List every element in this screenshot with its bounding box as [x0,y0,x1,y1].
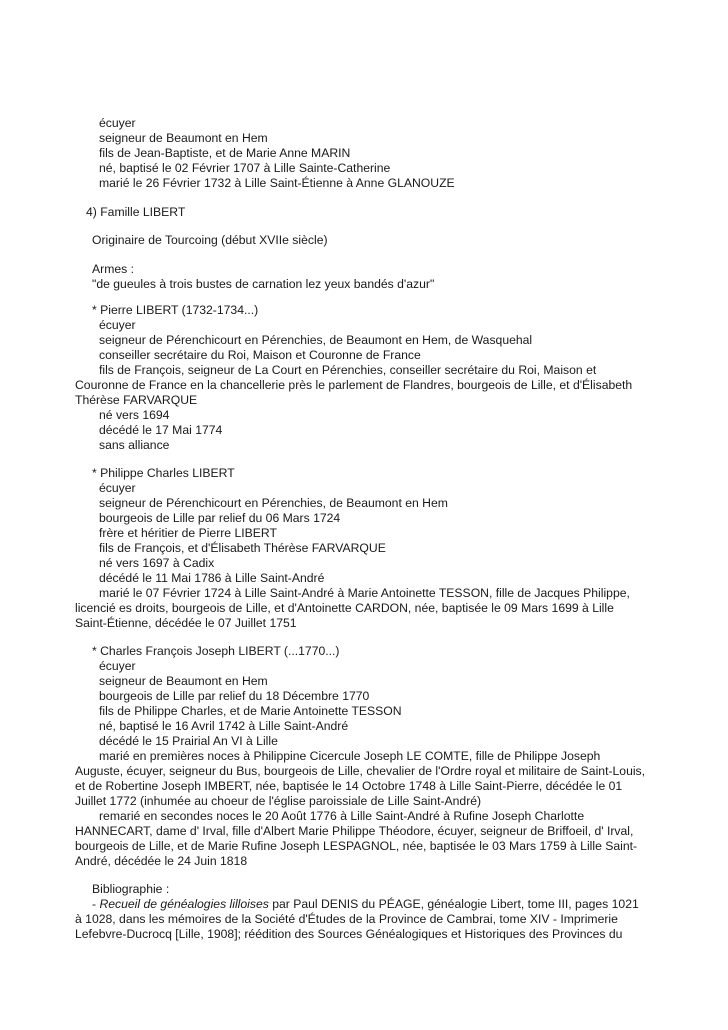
text-line: décédé le 15 Prairial An VI à Lille [99,734,278,748]
text-line: décédé le 11 Mai 1786 à Lille Saint-André [99,571,325,585]
text-line: fils de Philippe Charles, et de Marie Antoinette TESSON [99,704,402,718]
arms-label: Armes : [92,262,134,276]
text-line: fils de François, seigneur de La Court en Pérenchies, conseiller secrétaire du Roi, Maison et [99,363,597,377]
section-heading: 4) Famille LIBERT [86,205,186,219]
text-line: à 1028, dans les mémoires de la Société d'Études de la Province de Cambrai, tome XIV - Imprimerie [75,912,618,926]
text-line: Juillet 1772 (inhumée au choeur de l'église paroissiale de Lille Saint-André) [75,794,482,808]
text-line: conseiller secrétaire du Roi, Maison et Couronne de France [99,348,421,362]
text-line: marié en premières noces à Philippine Cicercule Joseph LE COMTE, fille de Philippe Joseph [99,749,601,763]
bibliography-entry [92,897,639,912]
text-line: Saint-Étienne, décédée le 07 Juillet 1751 [75,616,297,630]
text-line: seigneur de Beaumont en Hem [99,131,268,145]
text-line: né vers 1697 à Cadix [99,556,215,570]
text-line: écuyer [99,116,136,130]
text-line: André, décédée le 24 Juin 1818 [75,854,248,868]
text-line: seigneur de Pérenchicourt en Pérenchies, de Beaumont en Hem, de Wasquehal [99,333,533,347]
text-line: Couronne de France en la chancellerie près le parlement de Flandres, bourgeois de Lille, et d'Élisabeth [75,378,633,392]
text-line: Thérèse FARVARQUE [75,393,198,407]
text-line: sans alliance [99,438,170,452]
text-line: écuyer [99,318,136,332]
text-line: écuyer [99,481,136,495]
text-line: bourgeois de Lille, et de Marie Rufine Joseph LESPAGNOL, née, baptisée le 03 Mars 1759 à Lille Saint- [75,839,638,853]
text-line: écuyer [99,659,136,673]
text-line: né vers 1694 [99,408,170,422]
text-line: HANNECART, dame d' Irval, fille d'Albert Marie Philippe Théodore, écuyer, seigneur de Briffoeil, d' Irval, [75,824,634,838]
text-line: bourgeois de Lille par relief du 18 Décembre 1770 [99,689,370,703]
text-line: et de Robertine Joseph IMBERT, née, baptisée le 14 Octobre 1748 à Lille Saint-Pierre, décédée le 01 [75,779,623,793]
text-line: frère et héritier de Pierre LIBERT [99,526,277,540]
text-line: fils de Jean-Baptiste, et de Marie Anne MARIN [99,146,351,160]
bibliography-heading: Bibliographie : [92,882,170,896]
text-line: marié le 07 Février 1724 à Lille Saint-André à Marie Antoinette TESSON, fille de Jacques Philippe, [99,586,630,600]
person-name: * Pierre LIBERT (1732-1734...) [92,303,259,317]
text-line: décédé le 17 Mai 1774 [99,423,223,437]
text-span: - [92,897,100,911]
origin-line: Originaire de Tourcoing (début XVIIe siècle) [92,233,328,247]
book-title: Recueil de généalogies lilloises [99,897,269,911]
text-line: Auguste, écuyer, seigneur du Bus, bourgeois de Lille, chevalier de l'Ordre royal et militaire de Saint-Louis, [75,764,646,778]
person-name: * Philippe Charles LIBERT [92,466,235,480]
text-span: par Paul DENIS du PÉAGE, généalogie Libert, tome III, pages 1021 [268,897,639,911]
text-line: seigneur de Pérenchicourt en Pérenchies, de Beaumont en Hem [99,496,448,510]
text-line: licencié es droits, bourgeois de Lille, et d'Antoinette CARDON, née, baptisée le 09 Mars 1699 à Lille [75,601,614,615]
text-line: remarié en secondes noces le 20 Août 1776 à Lille Saint-André à Rufine Joseph Charlotte [99,809,585,823]
text-line: marié le 26 Février 1732 à Lille Saint-Étienne à Anne GLANOUZE [99,176,455,190]
person-name: * Charles François Joseph LIBERT (...1770...) [92,644,340,658]
text-line: bourgeois de Lille par relief du 06 Mars 1724 [99,511,341,525]
text-line: fils de François, et d'Élisabeth Thérèse FARVARQUE [99,541,386,555]
text-line: né, baptisé le 02 Février 1707 à Lille Sainte-Catherine [99,161,391,175]
text-line: né, baptisé le 16 Avril 1742 à Lille Saint-André [99,719,349,733]
arms-text: "de gueules à trois bustes de carnation lez yeux bandés d'azur" [92,277,435,291]
text-line: Lefebvre-Ducrocq [Lille, 1908]; réédition des Sources Généalogiques et Historiques des Provinces du [75,927,623,941]
text-line: seigneur de Beaumont en Hem [99,674,268,688]
